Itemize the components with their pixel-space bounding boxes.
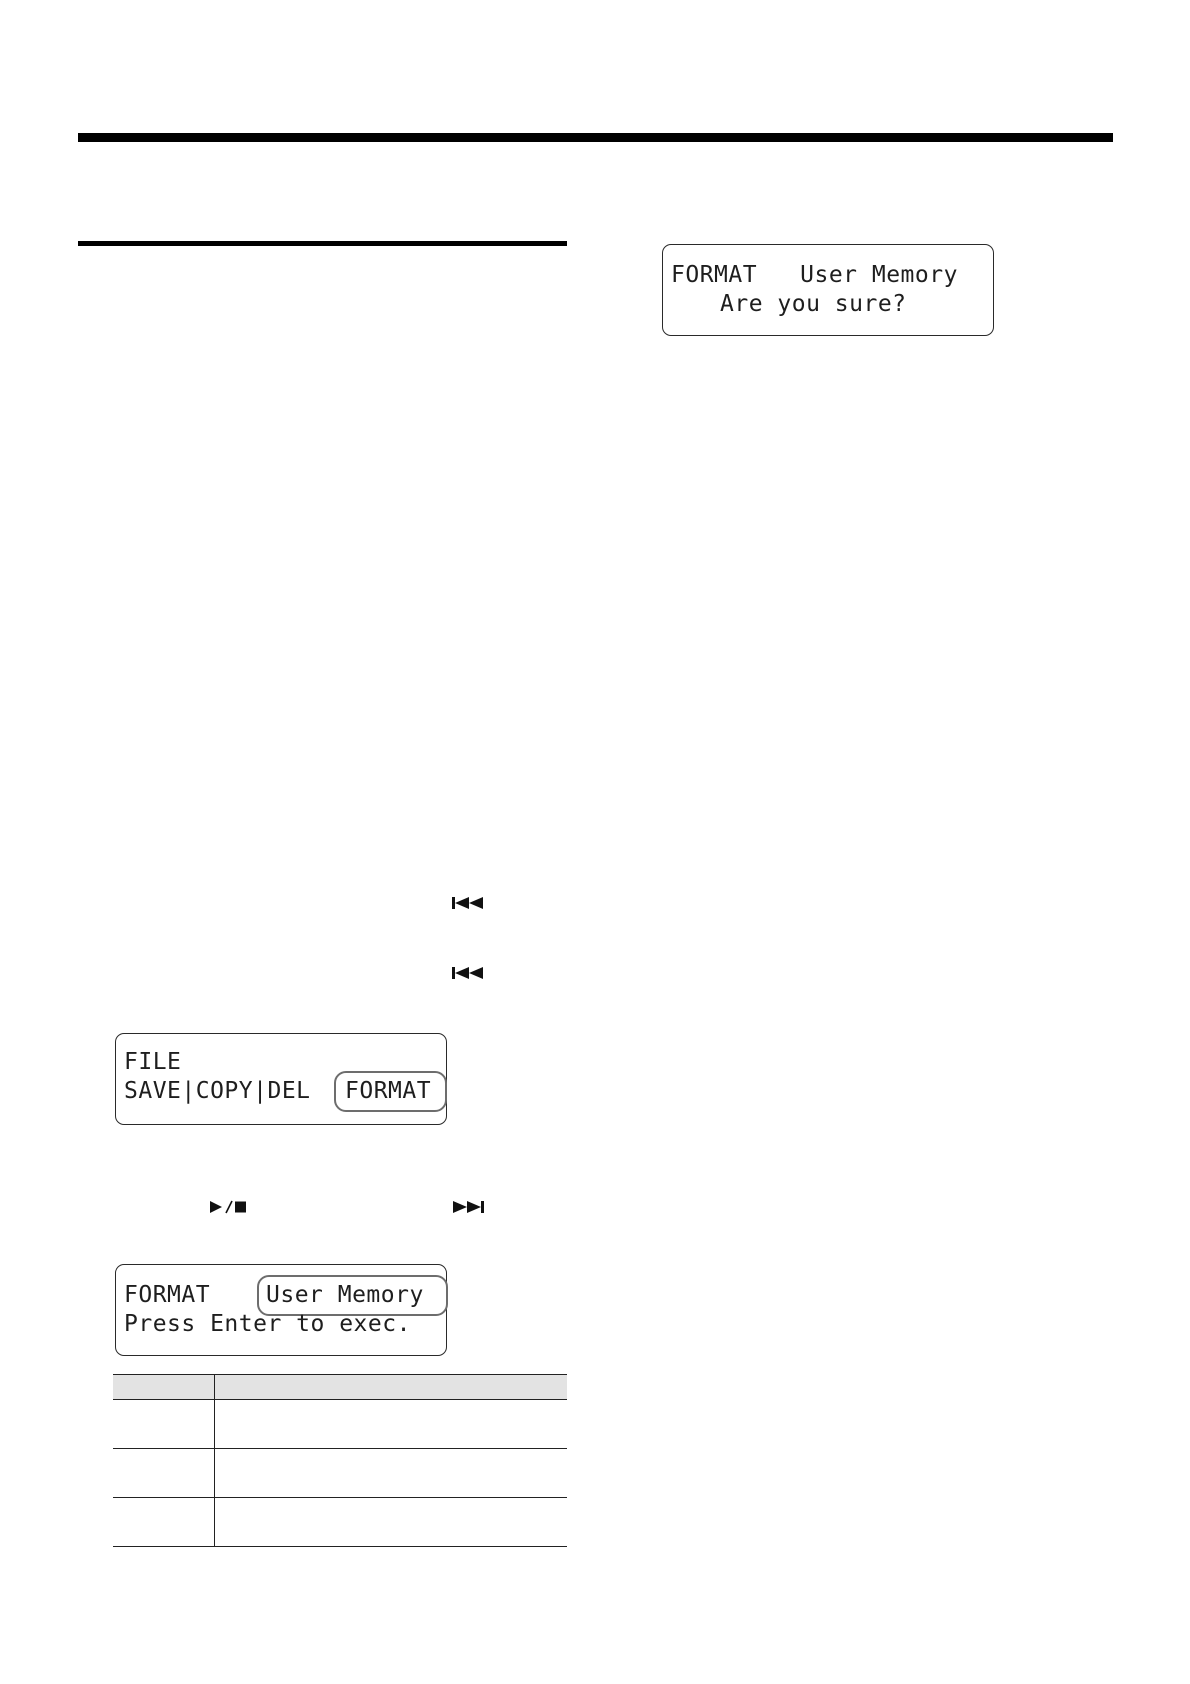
parameter-table — [113, 1374, 567, 1547]
lcd-format-label: FORMAT — [124, 1282, 211, 1308]
fast-forward-icon — [453, 1200, 487, 1214]
lcd-menu-items: SAVE|COPY|DEL — [124, 1078, 325, 1104]
lcd-menu-item-format: FORMAT — [345, 1078, 432, 1104]
table-cell — [113, 1449, 215, 1498]
table-cell — [215, 1498, 568, 1547]
lcd-target-value: User Memory — [266, 1282, 424, 1308]
lcd-instruction: Press Enter to exec. — [124, 1311, 411, 1337]
table-row — [113, 1400, 567, 1449]
lcd-format-target — [115, 1264, 447, 1356]
lcd-confirm-line-1: FORMAT User Memory — [671, 262, 958, 288]
play-stop-icon — [210, 1200, 250, 1214]
table-header-cell — [215, 1375, 568, 1400]
lcd-line-1: FILE — [124, 1049, 182, 1075]
table-cell — [215, 1449, 568, 1498]
rewind-icon — [452, 966, 486, 980]
table-header-cell — [113, 1375, 215, 1400]
section-heading-rule — [78, 241, 567, 246]
lcd-confirm-line-2: Are you sure? — [720, 291, 907, 317]
table-row — [113, 1498, 567, 1547]
table-cell — [113, 1498, 215, 1547]
lcd-confirm — [662, 244, 994, 336]
table-row — [113, 1449, 567, 1498]
table-cell — [113, 1400, 215, 1449]
table-cell — [215, 1400, 568, 1449]
table-header-row — [113, 1375, 567, 1400]
lcd-file-menu — [115, 1033, 447, 1125]
rewind-icon — [452, 896, 486, 910]
header-rule — [78, 133, 1113, 142]
